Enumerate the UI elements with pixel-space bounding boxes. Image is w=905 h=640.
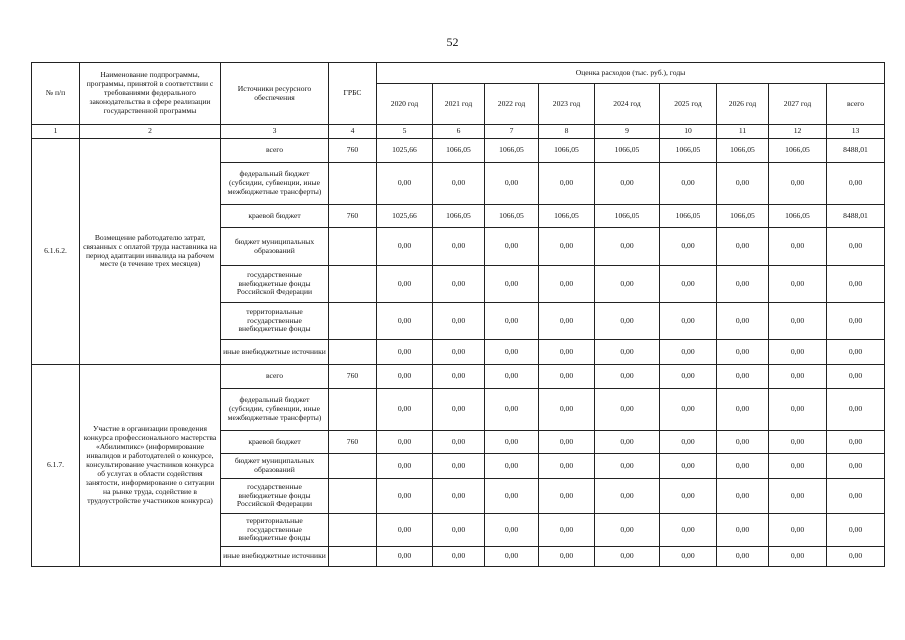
year-value: 0,00 (433, 163, 485, 205)
funding-source: краевой бюджет (221, 205, 329, 228)
year-value: 0,00 (433, 266, 485, 303)
year-value: 0,00 (433, 431, 485, 454)
funding-source: иные внебюджетные источники (221, 547, 329, 567)
year-value: 0,00 (377, 365, 433, 389)
year-value: 0,00 (717, 547, 769, 567)
year-value: 1066,05 (595, 139, 660, 163)
total-value: 8488,01 (827, 205, 885, 228)
year-value: 0,00 (433, 547, 485, 567)
year-value: 0,00 (539, 340, 595, 365)
year-value: 0,00 (660, 228, 717, 266)
year-value: 1066,05 (539, 139, 595, 163)
year-value: 0,00 (660, 431, 717, 454)
funding-source: краевой бюджет (221, 431, 329, 454)
year-value: 0,00 (433, 479, 485, 514)
year-value: 0,00 (717, 431, 769, 454)
funding-source: бюджет муниципальных образований (221, 454, 329, 479)
total-value: 8488,01 (827, 139, 885, 163)
column-number: 10 (660, 125, 717, 139)
funding-source: федеральный бюджет (субсидии, субвенции, иные межбюджетные трансферты) (221, 389, 329, 431)
year-value: 0,00 (539, 454, 595, 479)
total-value: 0,00 (827, 389, 885, 431)
year-value: 0,00 (660, 340, 717, 365)
year-value: 0,00 (769, 479, 827, 514)
year-value: 0,00 (595, 266, 660, 303)
year-value: 0,00 (377, 228, 433, 266)
grbs-code (329, 303, 377, 340)
column-number: 7 (485, 125, 539, 139)
funding-source: федеральный бюджет (субсидии, субвенции, иные межбюджетные трансферты) (221, 163, 329, 205)
grbs-code: 760 (329, 139, 377, 163)
year-value: 0,00 (433, 514, 485, 547)
item-description: Возмещение работодателю затрат, связанных с оплатой труда наставника на период адаптации инвалида на рабочем месте (в течение трех месяцев) (80, 139, 221, 365)
column-number: 9 (595, 125, 660, 139)
year-value: 0,00 (377, 340, 433, 365)
year-value: 1066,05 (595, 205, 660, 228)
year-value: 0,00 (595, 431, 660, 454)
year-value: 0,00 (539, 266, 595, 303)
year-value: 0,00 (660, 365, 717, 389)
year-value: 0,00 (717, 454, 769, 479)
year-value: 1066,05 (769, 139, 827, 163)
header-year: 2024 год (595, 84, 660, 125)
year-value: 0,00 (717, 163, 769, 205)
year-value: 0,00 (660, 303, 717, 340)
column-number: 11 (717, 125, 769, 139)
year-value: 0,00 (595, 228, 660, 266)
year-value: 0,00 (717, 365, 769, 389)
grbs-code (329, 266, 377, 303)
grbs-code (329, 547, 377, 567)
year-value: 0,00 (769, 454, 827, 479)
year-value: 1025,66 (377, 205, 433, 228)
year-value: 0,00 (769, 431, 827, 454)
header-name: Наименование подпрограммы, программы, принятой в соответствии с требованиями федерального законодательства в сфере реализации государственной программы (80, 63, 221, 125)
funding-source: территориальные государственные внебюджетные фонды (221, 303, 329, 340)
year-value: 1066,05 (717, 139, 769, 163)
year-value: 0,00 (717, 228, 769, 266)
year-value: 0,00 (433, 340, 485, 365)
year-value: 1066,05 (769, 205, 827, 228)
grbs-code (329, 389, 377, 431)
header-year: всего (827, 84, 885, 125)
year-value: 0,00 (377, 514, 433, 547)
year-value: 0,00 (485, 228, 539, 266)
header-year: 2025 год (660, 84, 717, 125)
header-year: 2021 год (433, 84, 485, 125)
year-value: 0,00 (485, 431, 539, 454)
year-value: 0,00 (433, 454, 485, 479)
year-value: 0,00 (377, 454, 433, 479)
year-value: 0,00 (377, 431, 433, 454)
year-value: 0,00 (433, 303, 485, 340)
funding-source: территориальные государственные внебюджетные фонды (221, 514, 329, 547)
table-header (32, 63, 885, 139)
total-value: 0,00 (827, 514, 885, 547)
header-year: 2020 год (377, 84, 433, 125)
funding-source: всего (221, 365, 329, 389)
year-value: 1066,05 (485, 139, 539, 163)
column-number: 3 (221, 125, 329, 139)
year-value: 0,00 (485, 303, 539, 340)
year-value: 0,00 (660, 479, 717, 514)
year-value: 0,00 (769, 303, 827, 340)
year-value: 1066,05 (539, 205, 595, 228)
year-value: 0,00 (485, 454, 539, 479)
year-value: 1066,05 (660, 205, 717, 228)
total-value: 0,00 (827, 547, 885, 567)
year-value: 0,00 (595, 547, 660, 567)
year-value: 0,00 (595, 454, 660, 479)
header-year: 2026 год (717, 84, 769, 125)
year-value: 0,00 (539, 389, 595, 431)
year-value: 1025,66 (377, 139, 433, 163)
header-sources: Источники ресурсного обеспечения (221, 63, 329, 125)
header-year: 2027 год (769, 84, 827, 125)
year-value: 0,00 (595, 514, 660, 547)
funding-source: иные внебюджетные источники (221, 340, 329, 365)
year-value: 0,00 (769, 266, 827, 303)
total-value: 0,00 (827, 431, 885, 454)
page-number: 52 (446, 35, 459, 49)
funding-source: всего (221, 139, 329, 163)
header-estimate: Оценка расходов (тыс. руб.), годы (377, 63, 885, 84)
header-grbs: ГРБС (329, 63, 377, 125)
table-body (32, 139, 885, 567)
header-column-numbers (32, 125, 885, 139)
year-value: 0,00 (717, 479, 769, 514)
year-value: 0,00 (717, 340, 769, 365)
grbs-code (329, 228, 377, 266)
year-value: 1066,05 (433, 139, 485, 163)
year-value: 0,00 (660, 266, 717, 303)
total-value: 0,00 (827, 266, 885, 303)
year-value: 0,00 (660, 454, 717, 479)
year-value: 0,00 (539, 547, 595, 567)
year-value: 0,00 (769, 163, 827, 205)
year-value: 0,00 (377, 479, 433, 514)
year-value: 0,00 (377, 163, 433, 205)
column-number: 5 (377, 125, 433, 139)
column-number: 12 (769, 125, 827, 139)
year-value: 0,00 (433, 389, 485, 431)
year-value: 0,00 (539, 365, 595, 389)
year-value: 0,00 (595, 389, 660, 431)
year-value: 0,00 (377, 266, 433, 303)
year-value: 0,00 (485, 389, 539, 431)
column-number: 1 (32, 125, 80, 139)
total-value: 0,00 (827, 163, 885, 205)
funding-source: бюджет муниципальных образований (221, 228, 329, 266)
year-value: 0,00 (485, 365, 539, 389)
year-value: 0,00 (595, 163, 660, 205)
grbs-code (329, 454, 377, 479)
year-value: 0,00 (485, 479, 539, 514)
year-value: 0,00 (539, 303, 595, 340)
year-value: 0,00 (769, 228, 827, 266)
column-number: 2 (80, 125, 221, 139)
year-value: 0,00 (769, 389, 827, 431)
year-value: 0,00 (769, 547, 827, 567)
grbs-code: 760 (329, 431, 377, 454)
column-number: 13 (827, 125, 885, 139)
grbs-code (329, 514, 377, 547)
year-value: 0,00 (485, 514, 539, 547)
year-value: 0,00 (660, 163, 717, 205)
year-value: 0,00 (433, 228, 485, 266)
year-value: 0,00 (377, 389, 433, 431)
year-value: 0,00 (485, 547, 539, 567)
total-value: 0,00 (827, 303, 885, 340)
grbs-code: 760 (329, 365, 377, 389)
total-value: 0,00 (827, 365, 885, 389)
item-number: 6.1.7. (32, 365, 80, 567)
year-value: 0,00 (485, 163, 539, 205)
table-row (32, 365, 885, 389)
year-value: 0,00 (377, 303, 433, 340)
table-row (32, 139, 885, 163)
year-value: 0,00 (769, 514, 827, 547)
year-value: 0,00 (660, 547, 717, 567)
header-num: № п/п (32, 63, 80, 125)
year-value: 0,00 (539, 228, 595, 266)
year-value: 0,00 (769, 340, 827, 365)
year-value: 0,00 (433, 365, 485, 389)
year-value: 0,00 (717, 389, 769, 431)
grbs-code (329, 340, 377, 365)
year-value: 0,00 (485, 340, 539, 365)
year-value: 0,00 (539, 431, 595, 454)
year-value: 0,00 (485, 266, 539, 303)
year-value: 0,00 (769, 365, 827, 389)
year-value: 1066,05 (660, 139, 717, 163)
year-value: 0,00 (660, 389, 717, 431)
item-description: Участие в организации проведения конкурса профессионального мастерства «Абилимпикс» (информирование инвалидов и работодателей о конкурсе, консультирование участников конкурса об услугах в области содействия занятости, информирование о ситуации на рынке труда, содействие в трудоустройстве участников конкурса) (80, 365, 221, 567)
grbs-code (329, 479, 377, 514)
year-value: 0,00 (539, 479, 595, 514)
column-number: 8 (539, 125, 595, 139)
year-value: 1066,05 (485, 205, 539, 228)
column-number: 4 (329, 125, 377, 139)
item-number: 6.1.6.2. (32, 139, 80, 365)
year-value: 0,00 (595, 340, 660, 365)
year-value: 0,00 (539, 514, 595, 547)
header-year: 2022 год (485, 84, 539, 125)
total-value: 0,00 (827, 479, 885, 514)
expenditure-table (31, 62, 885, 567)
year-value: 0,00 (717, 266, 769, 303)
total-value: 0,00 (827, 228, 885, 266)
column-number: 6 (433, 125, 485, 139)
grbs-code (329, 163, 377, 205)
year-value: 1066,05 (717, 205, 769, 228)
year-value: 1066,05 (433, 205, 485, 228)
year-value: 0,00 (717, 303, 769, 340)
year-value: 0,00 (717, 514, 769, 547)
year-value: 0,00 (539, 163, 595, 205)
total-value: 0,00 (827, 454, 885, 479)
year-value: 0,00 (595, 365, 660, 389)
year-value: 0,00 (377, 547, 433, 567)
header-year: 2023 год (539, 84, 595, 125)
total-value: 0,00 (827, 340, 885, 365)
year-value: 0,00 (660, 514, 717, 547)
year-value: 0,00 (595, 479, 660, 514)
year-value: 0,00 (595, 303, 660, 340)
funding-source: государственные внебюджетные фонды Российской Федерации (221, 479, 329, 514)
funding-source: государственные внебюджетные фонды Российской Федерации (221, 266, 329, 303)
grbs-code: 760 (329, 205, 377, 228)
